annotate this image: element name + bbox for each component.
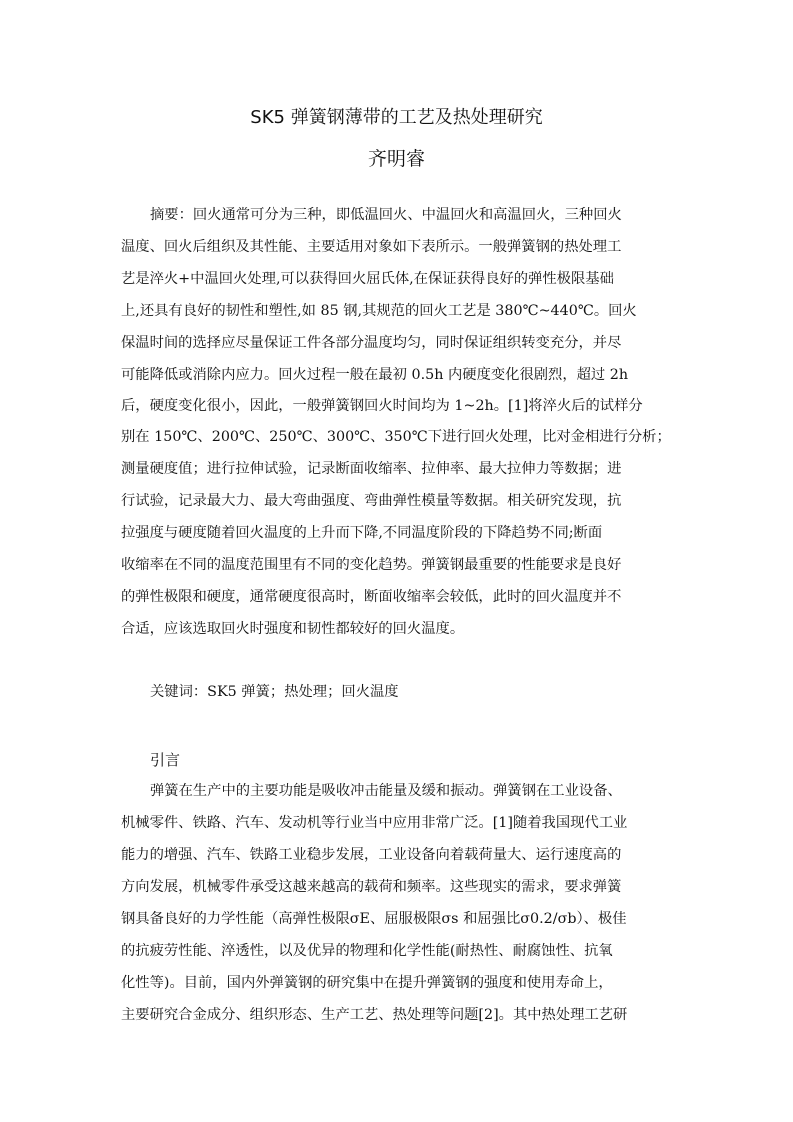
intro-line: 弹簧在生产中的主要功能是吸收冲击能量及缓和振动。弹簧钢在工业设备、 (150, 783, 622, 799)
abstract-line: 艺是淬火+中温回火处理,可以获得回火屈氏体,在保证获得良好的弹性极限基础 (121, 271, 614, 287)
abstract-line: 拉强度与硬度随着回火温度的上升而下降,不同温度阶段的下降趋势不同;断面 (121, 525, 603, 541)
keywords-line: 关键词：SK5 弹簧；热处理；回火温度 (150, 684, 399, 700)
abstract-line: 温度、回火后组织及其性能、主要适用对象如下表所示。一般弹簧钢的热处理工 (121, 239, 622, 255)
abstract-line: 可能降低或消除内应力。回火过程一般在最初 0.5h 内硬度变化很剧烈，超过 2h (121, 367, 629, 383)
intro-line: 能力的增强、汽车、铁路工业稳步发展，工业设备向着载荷量大、运行速度高的 (121, 847, 622, 863)
abstract-line: 保温时间的选择应尽量保证工件各部分温度均匀，同时保证组织转变充分，并尽 (121, 335, 622, 351)
abstract-line: 后，硬度变化很小，因此，一般弹簧钢回火时间均为 1~2h。[1]将淬火后的试样分 (121, 398, 643, 414)
document-title: SK5 弹簧钢薄带的工艺及热处理研究 (250, 107, 543, 128)
author-name: 齐明睿 (367, 148, 425, 170)
intro-line: 机械零件、铁路、汽车、发动机等行业当中应用非常广泛。[1]随着我国现代工业 (121, 815, 628, 831)
abstract-line: 测量硬度值；进行拉伸试验，记录断面收缩率、拉伸率、最大拉伸力等数据；进 (121, 461, 622, 477)
section-heading: 引言 (150, 751, 181, 769)
abstract-line: 行试验，记录最大力、最大弯曲强度、弯曲弹性模量等数据。相关研究发现，抗 (121, 493, 622, 509)
intro-line: 化性等)。目前，国内外弹簧钢的研究集中在提升弹簧钢的强度和使用寿命上， (121, 975, 613, 991)
intro-line: 的抗疲劳性能、淬透性，以及优异的物理和化学性能(耐热性、耐腐蚀性、抗氧 (121, 943, 613, 959)
abstract-line: 合适，应该选取回火时强度和韧性都较好的回火温度。 (121, 621, 465, 637)
intro-line: 主要研究合金成分、组织形态、生产工艺、热处理等问题[2]。其中热处理工艺研 (121, 1007, 628, 1023)
abstract-line: 收缩率在不同的温度范围里有不同的变化趋势。弹簧钢最重要的性能要求是良好 (121, 557, 622, 573)
intro-line: 方向发展，机械零件承受这越来越高的载荷和频率。这些现实的需求，要求弹簧 (121, 879, 622, 895)
abstract-line: 别在 150℃、200℃、250℃、300℃、350℃下进行回火处理，比对金相进行分析； (121, 429, 671, 445)
abstract-line: 摘要：回火通常可分为三种，即低温回火、中温回火和高温回火，三种回火 (150, 207, 622, 223)
abstract-line: 上,还具有良好的韧性和塑性,如 85 钢,其规范的回火工艺是 380℃~440℃。回火 (121, 303, 637, 319)
abstract-line: 的弹性极限和硬度，通常硬度很高时，断面收缩率会较低，此时的回火温度并不 (121, 589, 622, 605)
intro-line: 钢具备良好的力学性能（高弹性极限σE、屈服极限σs 和屈强比σ0.2/σb）、极佳 (121, 911, 627, 927)
